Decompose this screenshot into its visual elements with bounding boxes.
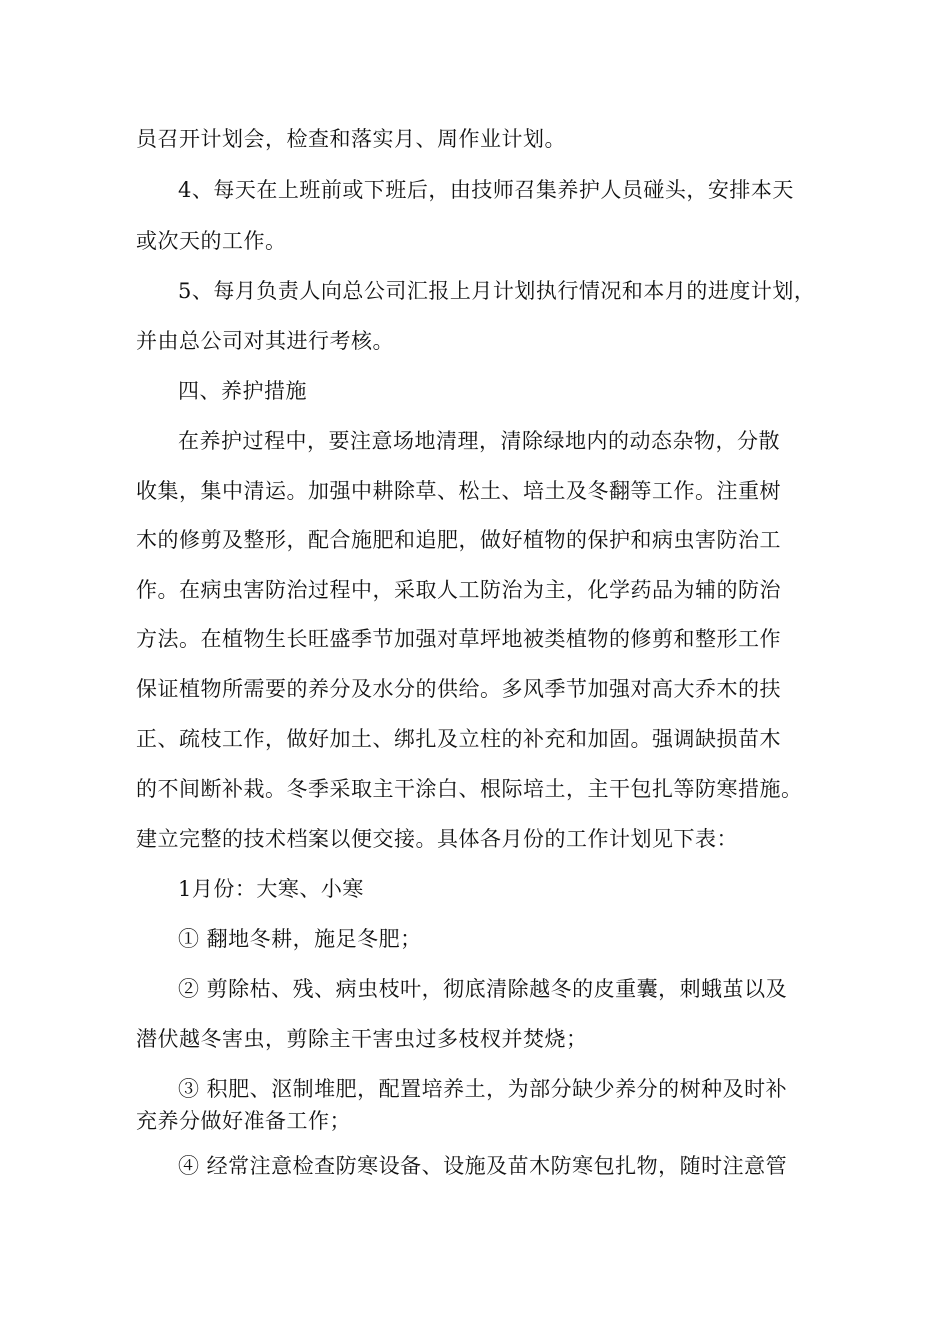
- text-line: 收集，集中清运。加强中耕除草、松土、培土及冬翻等工作。注重树: [136, 479, 781, 503]
- text-line: 充养分做好准备工作；: [136, 1109, 351, 1133]
- text-line: 或次天的工作。: [136, 229, 287, 253]
- list-item: ④ 经常注意检查防寒设备、设施及苗木防寒包扎物，随时注意管: [178, 1154, 788, 1178]
- text-line: 在养护过程中，要注意场地清理，清除绿地内的动态杂物，分散: [178, 429, 780, 453]
- text-line: 正、疏枝工作，做好加土、绑扎及立柱的补充和加固。强调缺损苗木: [136, 727, 781, 751]
- text-line: 的不间断补栽。冬季采取主干涂白、根际培土，主干包扎等防寒措施。: [136, 777, 803, 801]
- text-line: 4、每天在上班前或下班后，由技师召集养护人员碰头，安排本天: [178, 178, 794, 202]
- section-heading: 四、养护措施: [178, 379, 307, 403]
- text-line: 员召开计划会，检查和落实月、周作业计划。: [136, 127, 566, 151]
- text-line: 方法。在植物生长旺盛季节加强对草坪地被类植物的修剪和整形工作: [136, 627, 781, 651]
- text-line: 建立完整的技术档案以便交接。具体各月份的工作计划见下表：: [136, 827, 738, 851]
- text-line: 5、每月负责人向总公司汇报上月计划执行情况和本月的进度计划，: [178, 279, 816, 303]
- text-line: 木的修剪及整形，配合施肥和追肥，做好植物的保护和病虫害防治工: [136, 528, 781, 552]
- text-line: 潜伏越冬害虫，剪除主干害虫过多枝杈并焚烧；: [136, 1027, 588, 1051]
- list-item: ③ 积肥、沤制堆肥，配置培养土，为部分缺少养分的树种及时补: [178, 1077, 788, 1101]
- list-item: ② 剪除枯、残、病虫枝叶，彻底清除越冬的皮重囊，刺蛾茧以及: [178, 977, 788, 1001]
- text-line: 保证植物所需要的养分及水分的供给。多风季节加强对高大乔木的扶: [136, 677, 781, 701]
- text-line: 作。在病虫害防治过程中，采取人工防治为主，化学药品为辅的防治: [136, 578, 781, 602]
- text-line: 并由总公司对其进行考核。: [136, 329, 394, 353]
- list-item: ① 翻地冬耕，施足冬肥；: [178, 927, 422, 951]
- month-heading: 1月份：大寒、小寒: [178, 877, 364, 901]
